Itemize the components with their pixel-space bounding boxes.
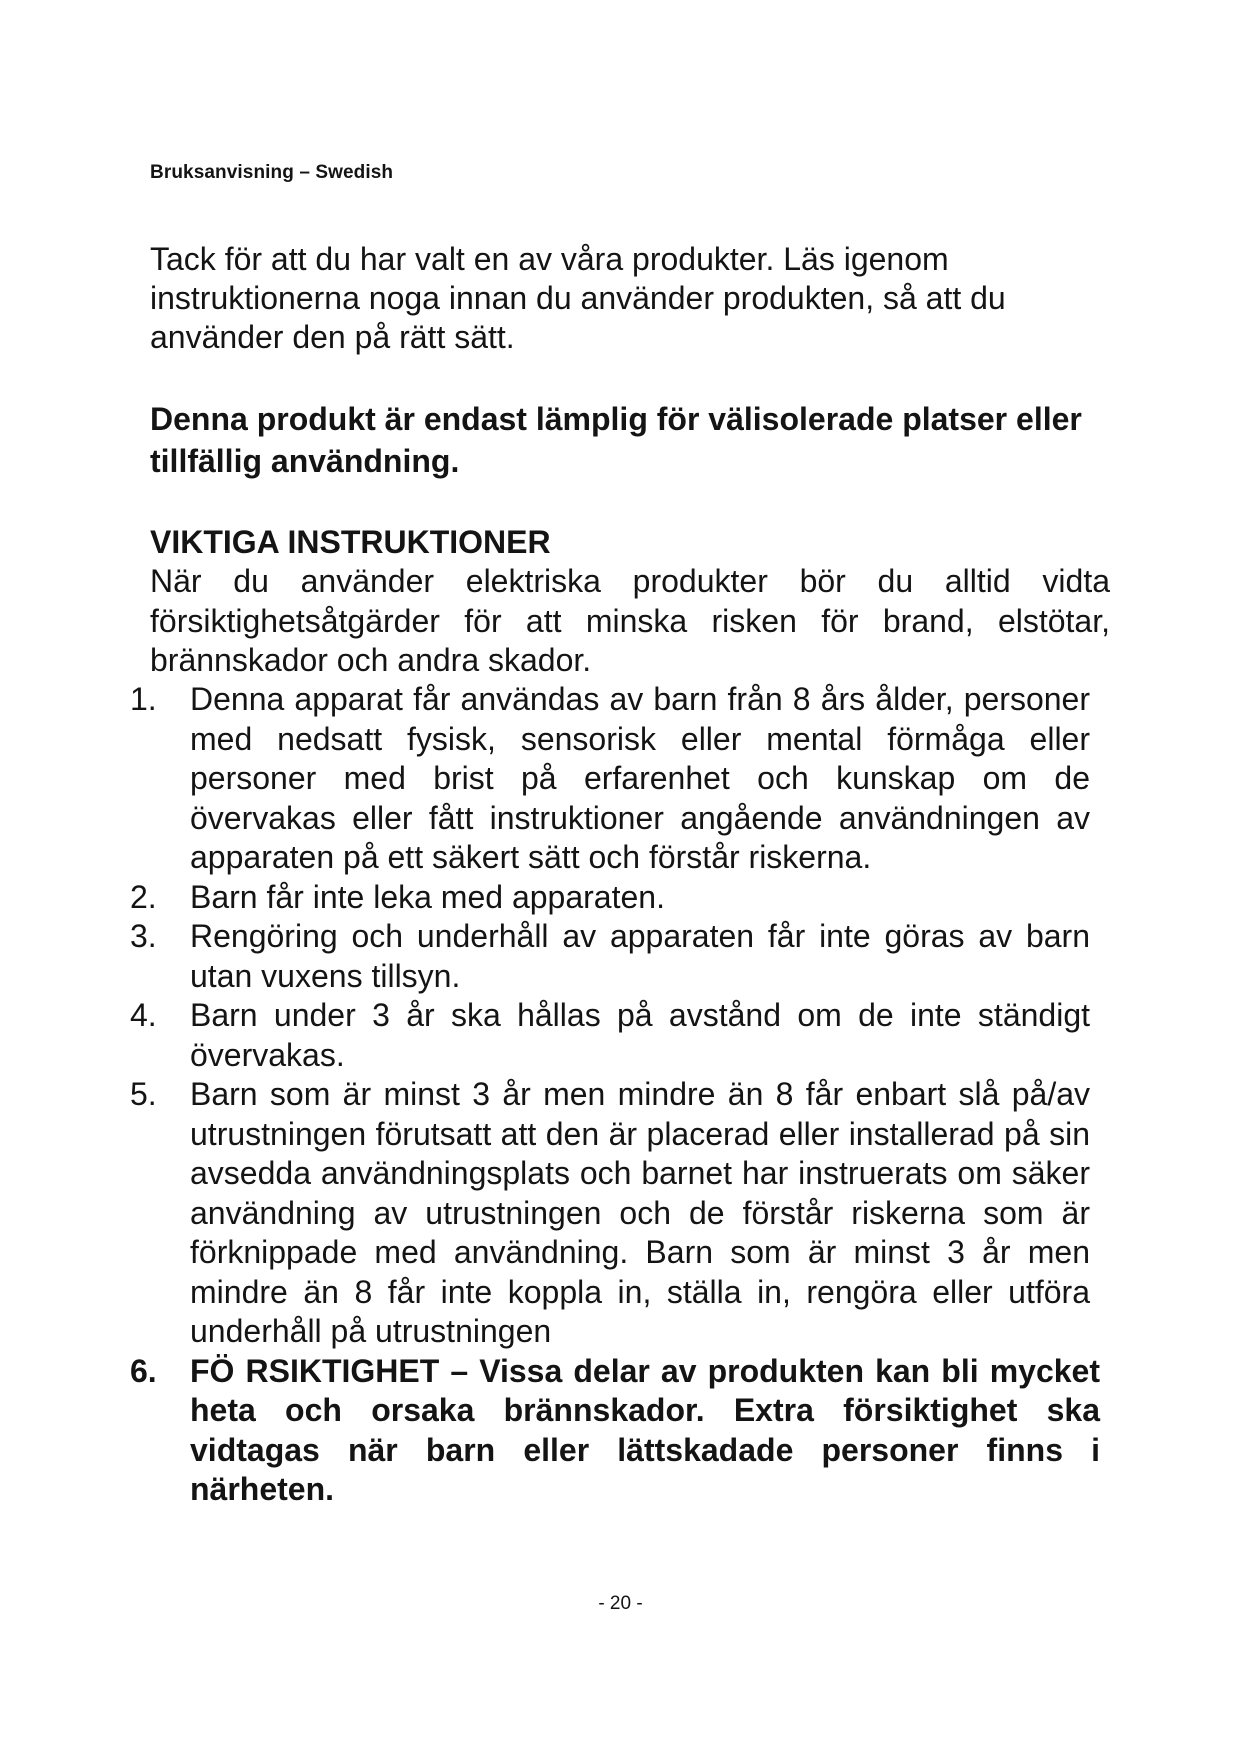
list-item [130,680,1090,878]
page-number: - 20 - [598,1593,643,1614]
list-item [130,917,1090,996]
caution-list-item [130,1352,1100,1510]
list-item-text: FÖ RSIKTIGHET – Vissa delar av produkten kan bli mycket heta och orsaka brännskador. Extra försiktighet ska vidtagas när barn eller lättskadade personer finns i närheten. [190,1352,1100,1507]
list-item-number: 6. [130,1352,157,1389]
list-item-text: Denna apparat får användas av barn från 8 års ålder, personer med nedsatt fysisk, sensorisk eller mental förmåga eller personer med brist på erfarenhet och kunskap om de övervakas eller fått instruktioner angående användningen av apparaten på ett säkert sätt och förstår riskerna. [190,681,1090,875]
suitability-warning: Denna produkt är endast lämplig för välisolerade platser eller tillfällig användning. [150,401,1082,479]
list-item [130,996,1090,1075]
list-item-text: Rengöring och underhåll av apparaten får inte göras av barn utan vuxens tillsyn. [190,918,1090,994]
section-heading: VIKTIGA INSTRUKTIONER [150,524,551,560]
instruction-list [130,680,1130,1510]
list-item-text: Barn får inte leka med apparaten. [190,878,665,915]
list-item-number: 4. [130,997,157,1033]
intro-paragraph: Tack för att du har valt en av våra produkter. Läs igenom instruktionerna noga innan du använder produkten, så att du använder den på rätt sätt. [150,241,1006,355]
list-item-number: 5. [130,1076,157,1112]
list-item-text: Barn som är minst 3 år men mindre än 8 får enbart slå på/av utrustningen förutsatt att den är placerad eller installerad på sin avsedda användningsplats och barnet har instruerats om säker användning av utrustningen och de förstår riskerna som är förknippade med användning. Barn som är minst 3 år men mindre än 8 får inte koppla in, ställa in, rengöra eller utföra underhåll på utrustningen [190,1076,1090,1349]
list-item-number: 1. [130,681,157,717]
section-intro-paragraph: När du använder elektriska produkter bör du alltid vidta försiktighetsåtgärder för att minska risken för brand, elstötar, brännskador och andra skador. [150,563,1110,678]
running-header: Bruksanvisning – Swedish [150,162,394,183]
list-item-number: 2. [130,878,157,915]
list-item [130,878,1090,918]
list-item-number: 3. [130,918,157,954]
list-item [130,1075,1090,1352]
list-item-text: Barn under 3 år ska hållas på avstånd om de inte ständigt övervakas. [190,997,1090,1073]
